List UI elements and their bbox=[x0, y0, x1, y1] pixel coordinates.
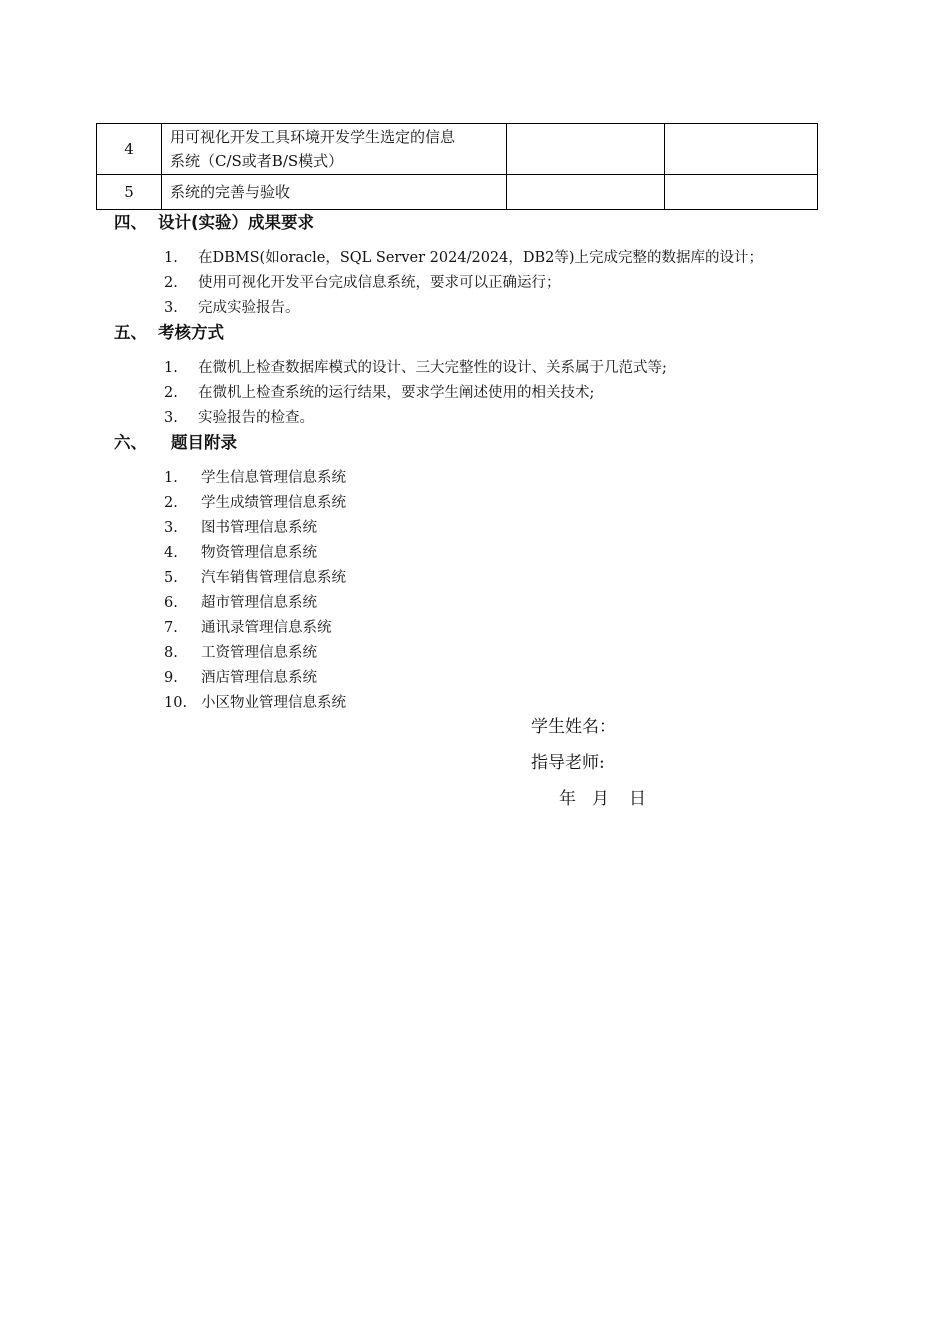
row-cell-empty bbox=[507, 124, 665, 175]
row-number: 5 bbox=[97, 175, 162, 210]
item-text: 在微机上检查系统的运行结果，要求学生阐述使用的相关技术; bbox=[198, 385, 595, 401]
list-item bbox=[164, 466, 346, 491]
date-line bbox=[559, 787, 646, 811]
teacher-label: 指导老师: bbox=[531, 753, 605, 773]
section-heading bbox=[114, 432, 237, 454]
section-title: 题目附录 bbox=[171, 433, 237, 452]
item-number: 8. bbox=[164, 645, 178, 661]
list-item bbox=[164, 246, 763, 271]
section-number: 六、 bbox=[114, 433, 147, 452]
list-item bbox=[164, 491, 346, 516]
item-number: 2. bbox=[164, 495, 178, 511]
list-item bbox=[164, 296, 763, 321]
row-cell-empty bbox=[507, 175, 665, 210]
list-item bbox=[164, 271, 763, 296]
requirements-list bbox=[164, 246, 763, 321]
item-text: 酒店管理信息系统 bbox=[201, 670, 317, 686]
table-row bbox=[97, 175, 818, 210]
item-number: 2. bbox=[164, 385, 178, 401]
section-heading bbox=[114, 322, 224, 344]
student-name-label: 学生姓名： bbox=[531, 717, 616, 737]
row-content bbox=[162, 124, 507, 175]
list-item bbox=[164, 591, 346, 616]
list-item bbox=[164, 666, 346, 691]
section-title: 设计(实验）成果要求 bbox=[158, 213, 315, 232]
section-number: 五、 bbox=[114, 323, 147, 342]
item-number: 7. bbox=[164, 620, 178, 636]
list-item bbox=[164, 356, 667, 381]
item-number: 1. bbox=[164, 470, 178, 486]
item-number: 6. bbox=[164, 595, 178, 611]
item-text: 通讯录管理信息系统 bbox=[201, 620, 332, 636]
date-month: 月 bbox=[592, 789, 609, 809]
item-text: 超市管理信息系统 bbox=[201, 595, 317, 611]
item-text: 在DBMS(如oracle，SQL Server 2024/2024，DB2等)上完成完整的数据库的设计； bbox=[198, 250, 764, 266]
item-text: 使用可视化开发平台完成信息系统，要求可以正确运行； bbox=[198, 275, 561, 291]
list-item bbox=[164, 541, 346, 566]
row-content bbox=[162, 175, 507, 210]
item-text: 物资管理信息系统 bbox=[201, 545, 317, 561]
schedule-table bbox=[96, 123, 818, 210]
assessment-list bbox=[164, 356, 667, 431]
item-text: 工资管理信息系统 bbox=[201, 645, 317, 661]
item-text: 完成实验报告。 bbox=[198, 300, 300, 316]
list-item bbox=[164, 516, 346, 541]
list-item bbox=[164, 406, 667, 431]
row-cell-empty bbox=[665, 175, 818, 210]
item-text: 学生成绩管理信息系统 bbox=[201, 495, 346, 511]
list-item bbox=[164, 691, 346, 716]
date-year: 年 bbox=[559, 789, 576, 809]
item-number: 2. bbox=[164, 275, 178, 291]
section-title: 考核方式 bbox=[158, 323, 224, 342]
item-number: 1. bbox=[164, 250, 178, 266]
row-cell-empty bbox=[665, 124, 818, 175]
topics-list bbox=[164, 466, 346, 716]
item-number: 4. bbox=[164, 545, 178, 561]
item-text: 汽车销售管理信息系统 bbox=[201, 570, 346, 586]
list-item bbox=[164, 381, 667, 406]
item-number: 10. bbox=[164, 695, 188, 711]
row-content-line: 系统（C/S或者B/S模式） bbox=[170, 152, 344, 170]
list-item bbox=[164, 566, 346, 591]
list-item bbox=[164, 616, 346, 641]
item-text: 在微机上检查数据库模式的设计、三大完整性的设计、关系属于几范式等; bbox=[198, 360, 667, 376]
section-heading bbox=[114, 212, 314, 234]
table-row bbox=[97, 124, 818, 175]
row-number: 4 bbox=[97, 124, 162, 175]
date-day: 日 bbox=[629, 789, 646, 809]
item-text: 图书管理信息系统 bbox=[201, 520, 317, 536]
item-text: 实验报告的检查。 bbox=[198, 410, 314, 426]
item-text: 学生信息管理信息系统 bbox=[201, 470, 346, 486]
item-number: 9. bbox=[164, 670, 178, 686]
item-text: 小区物业管理信息系统 bbox=[201, 695, 346, 711]
row-content-line: 用可视化开发工具环境开发学生选定的信息 bbox=[170, 128, 456, 146]
item-number: 3. bbox=[164, 520, 178, 536]
item-number: 3. bbox=[164, 300, 178, 316]
list-item bbox=[164, 641, 346, 666]
section-number: 四、 bbox=[114, 213, 147, 232]
item-number: 1. bbox=[164, 360, 178, 376]
item-number: 3. bbox=[164, 410, 178, 426]
row-content-line: 系统的完善与验收 bbox=[170, 183, 291, 201]
item-number: 5. bbox=[164, 570, 178, 586]
